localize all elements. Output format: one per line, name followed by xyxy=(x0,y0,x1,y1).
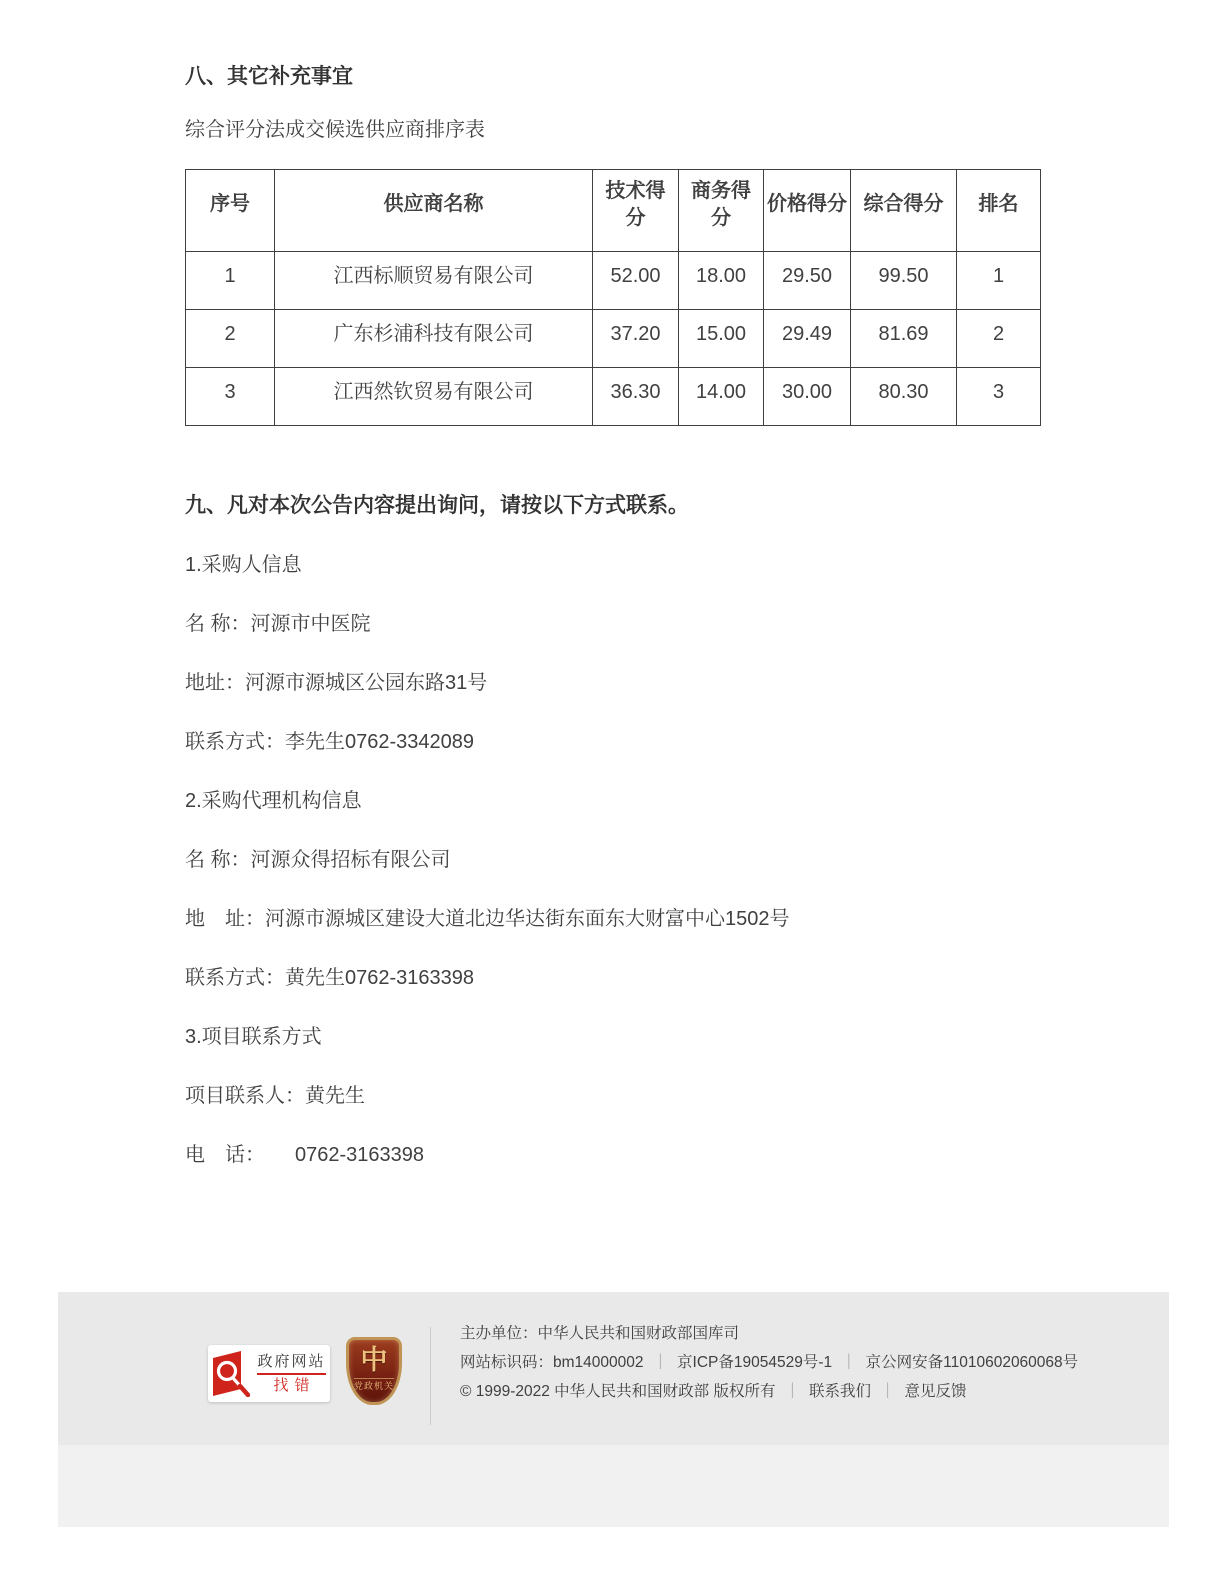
cell-supplier: 江西然钦贸易有限公司 xyxy=(275,368,593,426)
column-header-supplier: 供应商名称 xyxy=(275,170,593,252)
cell-index: 1 xyxy=(186,252,275,310)
cell-tech-score: 52.00 xyxy=(593,252,679,310)
purchaser-contact: 联系方式：李先生0762-3342089 xyxy=(185,731,475,753)
column-header-tech-score: 技术得分 xyxy=(593,170,679,252)
public-security-filing-link[interactable]: 京公网安备11010602060068号 xyxy=(865,1354,1079,1371)
column-header-rank: 排名 xyxy=(957,170,1041,252)
agency-address: 地 址：河源市源城区建设大道北边华达街东面东大财富中心1502号 xyxy=(185,908,790,930)
ranking-table-caption: 综合评分法成交候选供应商排序表 xyxy=(185,119,485,141)
column-header-price-score: 价格得分 xyxy=(764,170,851,252)
party-gov-org-badge[interactable] xyxy=(346,1337,402,1405)
footer xyxy=(58,1292,1169,1445)
footer-copyright-line xyxy=(460,1377,1078,1406)
cell-business-score: 18.00 xyxy=(679,252,764,310)
cell-supplier: 江西标顺贸易有限公司 xyxy=(275,252,593,310)
cell-index: 3 xyxy=(186,368,275,426)
host-unit-text: 主办单位：中华人民共和国财政部国库司 xyxy=(460,1325,740,1342)
footer-divider xyxy=(430,1327,431,1425)
cell-index: 2 xyxy=(186,310,275,368)
cell-rank: 3 xyxy=(957,368,1041,426)
site-id-text: 网站标识码：bm14000002 xyxy=(460,1354,644,1371)
magnifier-flag-icon xyxy=(212,1351,250,1397)
table-row xyxy=(186,310,1041,368)
error-badge-title: 政府网站 xyxy=(257,1353,325,1375)
column-header-index: 序号 xyxy=(186,170,275,252)
project-contact-person: 项目联系人：黄先生 xyxy=(185,1085,365,1107)
gov-site-error-report-badge[interactable] xyxy=(208,1345,330,1402)
announcement-body xyxy=(185,0,1055,1170)
supplier-ranking-table xyxy=(185,169,1041,426)
column-header-business-score: 商务得分 xyxy=(679,170,764,252)
separator: ｜ xyxy=(784,1383,800,1400)
icp-license-link[interactable]: 京ICP备19054529号-1 xyxy=(677,1354,833,1371)
cell-total-score: 99.50 xyxy=(851,252,957,310)
cell-total-score: 80.30 xyxy=(851,368,957,426)
purchaser-address: 地址：河源市源城区公园东路31号 xyxy=(185,672,488,694)
project-contact-phone: 电 话： 0762-3163398 xyxy=(185,1144,425,1166)
purchaser-name: 名 称：河源市中医院 xyxy=(185,613,371,635)
section8-heading: 八、其它补充事宜 xyxy=(185,65,353,88)
error-badge-subtitle: 找错 xyxy=(273,1377,316,1394)
table-row xyxy=(186,252,1041,310)
error-badge-text xyxy=(257,1353,325,1394)
footer-badges xyxy=(208,1336,402,1406)
cell-rank: 1 xyxy=(957,252,1041,310)
copyright-text: © 1999-2022 中华人民共和国财政部 版权所有 xyxy=(460,1383,776,1400)
project-contact-title: 3.项目联系方式 xyxy=(185,1026,322,1048)
agency-name: 名 称：河源众得招标有限公司 xyxy=(185,849,451,871)
party-emblem-icon: 中 xyxy=(360,1345,388,1375)
cell-supplier: 广东杉浦科技有限公司 xyxy=(275,310,593,368)
section9-heading: 九、凡对本次公告内容提出询问，请按以下方式联系。 xyxy=(185,494,689,517)
column-header-total-score: 综合得分 xyxy=(851,170,957,252)
cell-price-score: 29.49 xyxy=(764,310,851,368)
purchaser-info-title: 1.采购人信息 xyxy=(185,554,302,576)
table-row xyxy=(186,368,1041,426)
footer-host-line xyxy=(460,1319,1078,1348)
agency-info-title: 2.采购代理机构信息 xyxy=(185,790,362,812)
footer-id-line xyxy=(460,1348,1078,1377)
cell-business-score: 14.00 xyxy=(679,368,764,426)
contact-us-link[interactable]: 联系我们 xyxy=(808,1383,871,1400)
cell-rank: 2 xyxy=(957,310,1041,368)
footer-lower-band xyxy=(58,1445,1169,1527)
agency-contact: 联系方式：黄先生0762-3163398 xyxy=(185,967,475,989)
separator: ｜ xyxy=(841,1354,857,1371)
cell-tech-score: 36.30 xyxy=(593,368,679,426)
cell-business-score: 15.00 xyxy=(679,310,764,368)
cell-price-score: 29.50 xyxy=(764,252,851,310)
table-header-row xyxy=(186,170,1041,252)
party-gov-badge-label: 党政机关 xyxy=(354,1378,394,1392)
separator: ｜ xyxy=(652,1354,669,1371)
cell-tech-score: 37.20 xyxy=(593,310,679,368)
cell-price-score: 30.00 xyxy=(764,368,851,426)
separator: ｜ xyxy=(880,1383,896,1400)
cell-total-score: 81.69 xyxy=(851,310,957,368)
footer-text-block xyxy=(460,1319,1078,1406)
feedback-link[interactable]: 意见反馈 xyxy=(904,1383,967,1400)
